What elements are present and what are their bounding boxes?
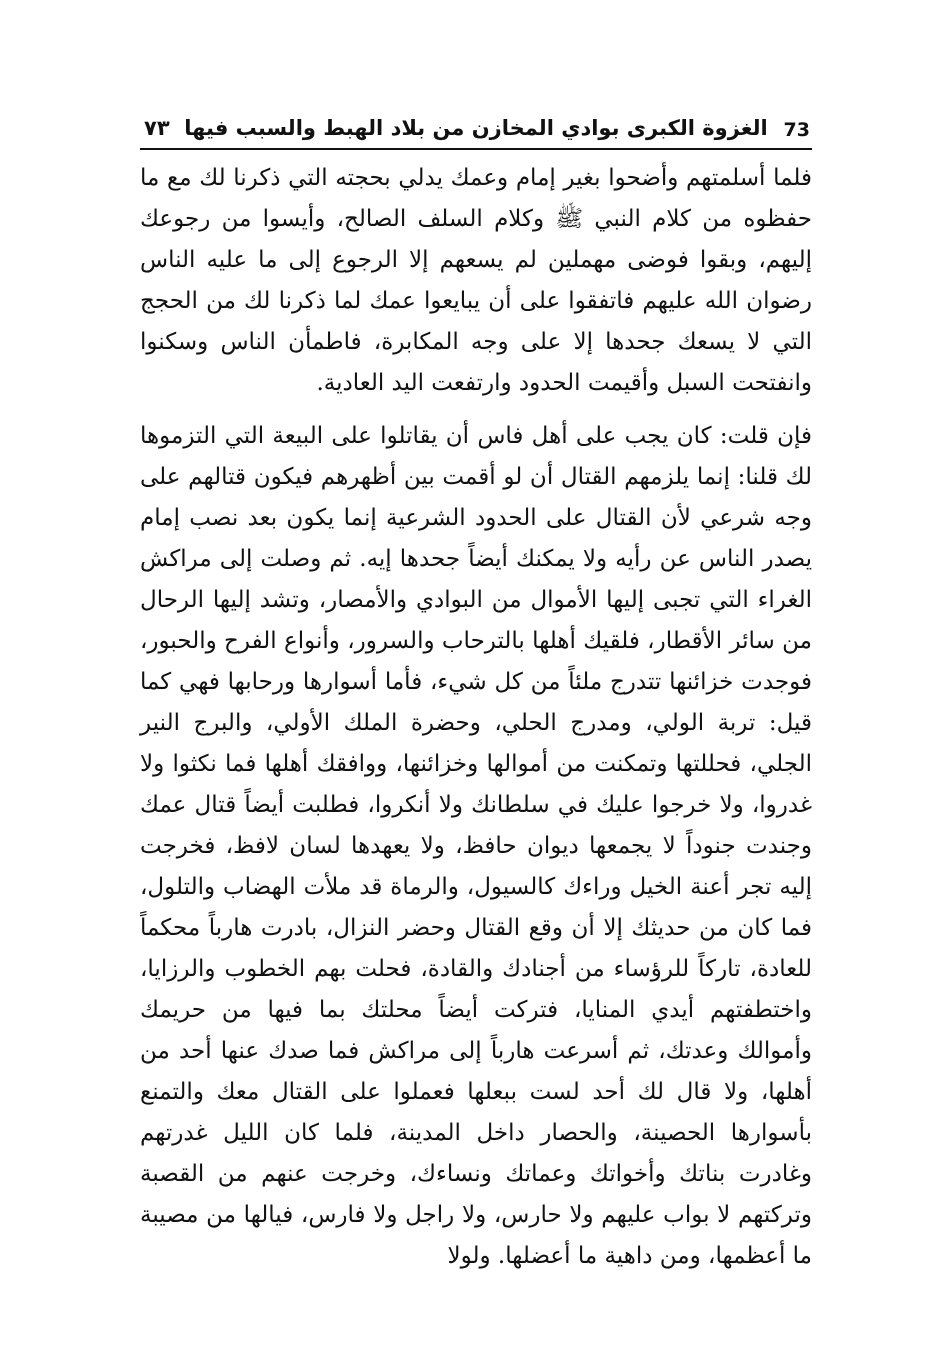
paragraph: فإن قلت: كان يجب على أهل فاس أن يقاتلوا على البيعة التي التزموها لك قلنا: إنما يلزمهم القتال أن لو أقمت بين أظهرهم فيكون قتالهم على وجه شرعي لأن القتال على الحدود الشرعية إنما يكون بعد نصب إمام يصدر الناس عن رأيه ولا يمكنك أيضاً جحدها إيه. ثم وصلت إلى مراكش الغراء التي تجبى إليها الأموال من البوادي والأمصار، وتشد إليها الرحال من سائر الأقطار، فلقيك أهلها بالترحاب والسرور، وأنواع الفرح والحبور، فوجدت خزائنها تتدرج ملئاً من كل شيء، فأما أسوارها ورحابها فهي كما قيل: تربة الولي، ومدرج الحلي، وحضرة الملك الأولي، والبرج النير الجلي، فحللتها وتمكنت من أموالها وخزائنها، ووافقك أهلها فما نكثوا ولا غدروا، ولا خرجوا عليك في سلطانك ولا أنكروا، فطلبت أيضاً قتال عمك وجندت جنوداً لا يجمعها ديوان حافظ، ولا يعهدها لسان لافظ، فخرجت إليه تجر أعنة الخيل وراءك كالسيول، والرماة قد ملأت الهضاب والتلول، فما كان من حديثك إلا أن وقع القتال وحضر النزال، بادرت هارباً محكماً للعادة، تاركاً للرؤساء من أجنادك والقادة، فحلت بهم الخطوب والرزايا، واختطفتهم أيدي المنايا، فتركت أيضاً محلتك بما فيها من حريمك وأموالك وعدتك، ثم أسرعت هارباً إلى مراكش فما صدك عنها أحد من أهلها، ولا قال لك أحد لست ببعلها فعملوا على القتال معك والتمنع بأسوارها الحصينة، والحصار داخل المدينة، فلما كان الليل غدرتهم وغادرت بناتك وأخواتك وعماتك ونساءك، وخرجت عنهم من القصبة وتركتهم لا بواب عليهم ولا حارس، ولا راجل ولا فارس، فيالها من مصيبة ما أعظمها، ومن داهية ما أعضلها. ولولا — [140, 423, 812, 1269]
running-title: الغزوة الكبرى بوادي المخازن من بلاد الهبط والسبب فيها — [184, 116, 768, 140]
paragraph: فلما أسلمتهم وأضحوا بغير إمام وعمك يدلي بحجته التي ذكرنا لك مع ما حفظوه من كلام النبي ﷺ وكلام السلف الصالح، وأيسوا من رجوعك إليهم، وبقوا فوضى مهملين لم يسعهم إلا الرجوع إلى ما عليه الناس رضوان الله عليهم فاتفقوا على أن يبايعوا عمك لما ذكرنا لك من الحجج التي لا يسعك جحدها إلا على وجه المكابرة، فاطمأن الناس وسكنوا وانفتحت السبل وأقيمت الحدود وارتفعت اليد العادية. — [140, 165, 812, 396]
page-number-latin: 73 — [783, 119, 810, 141]
page-number-arabic: ٧٣ — [144, 116, 170, 140]
page-header — [140, 114, 812, 150]
body-text — [140, 158, 812, 1277]
